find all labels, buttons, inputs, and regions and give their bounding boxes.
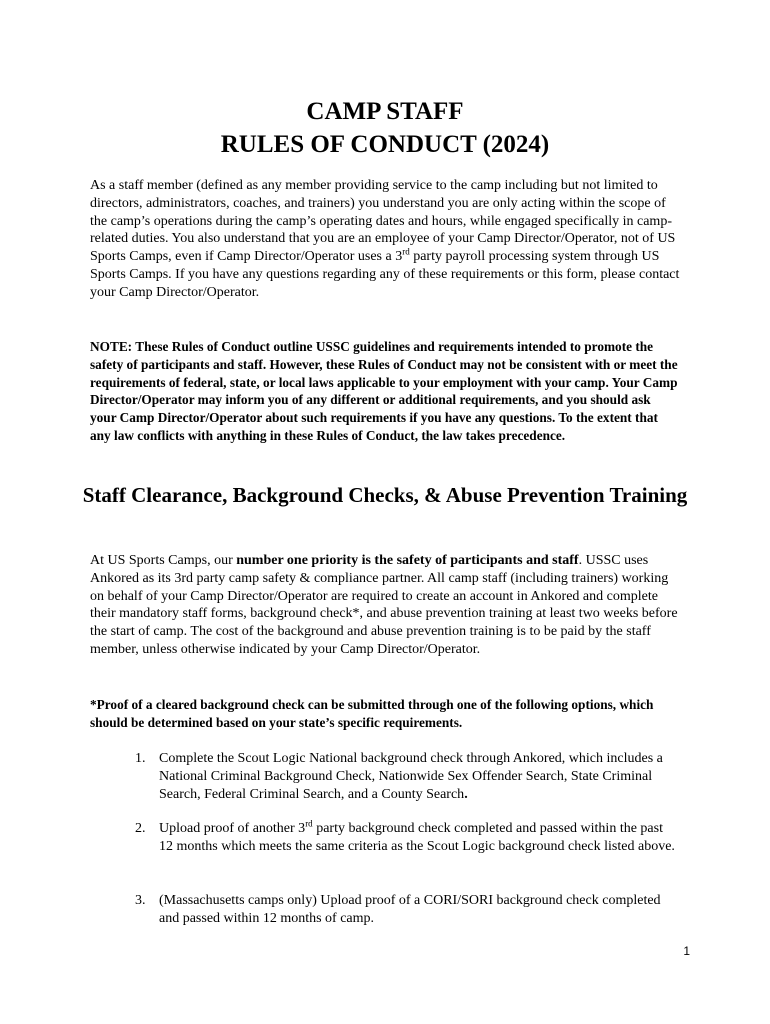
list-item-superscript: rd: [305, 818, 313, 829]
intro-text-1: As a staff member (defined as any member providing service to the camp including but not limited to directors, administrators, coaches, and trainers) you understand you are only acting within the scope of the camp’s operations during the camp’s operating dates and hours, while engaged specifically in camp-related duties. You also understand that you are an employee of your Camp Director/Operator, not of US Sports Camps, even if Camp Director/Operator uses a 3: [90, 178, 676, 265]
safety-text-rest: . USSC uses Ankored as its 3rd party camp safety & compliance partner. All camp staff (including trainers) working on behalf of your Camp Director/Operator are required to create an account in Ankored and complete their mandatory staff forms, background check*, and abuse prevention training at least two weeks before the start of camp. The cost of the background and abuse prevention training is to be paid by the staff member, unless otherwise indicated by your Camp Director/Operator.: [90, 553, 678, 657]
list-item: [135, 750, 680, 803]
page-title: [0, 95, 770, 161]
section-heading: Staff Clearance, Background Checks, & Abuse Prevention Training: [82, 483, 688, 507]
list-number: 3.: [135, 893, 146, 908]
title-line-1: CAMP STAFF: [306, 98, 464, 125]
list-item-text-post: party background check completed and passed within the past 12 months which meets the same criteria as the Scout Logic background check listed above.: [159, 821, 675, 854]
intro-paragraph: [90, 177, 680, 302]
page-number: 1: [683, 944, 690, 958]
list-number: 1.: [135, 751, 146, 766]
safety-paragraph: [90, 552, 680, 659]
intro-text-2: party payroll processing system through US Sports Camps. If you have any questions regarding any of these requirements or this form, please contact your Camp Director/Operator.: [90, 249, 680, 300]
proof-paragraph: *Proof of a cleared background check can be submitted through one of the following options, which should be determined based on your state’s specific requirements.: [90, 697, 654, 730]
safety-text-bold: number one priority is the safety of participants and staff: [236, 553, 579, 568]
list-item-end: .: [464, 786, 468, 802]
list-item-text-pre: Upload proof of another 3: [159, 821, 306, 836]
list-item: [135, 820, 680, 856]
list-item-text: (Massachusetts camps only) Upload proof of a CORI/SORI background check completed and passed within 12 months of camp.: [159, 893, 661, 926]
note-paragraph: NOTE: These Rules of Conduct outline USSC guidelines and requirements intended to promote the safety of participants and staff. However, these Rules of Conduct may not be consistent with or meet the requirements of federal, state, or local laws applicable to your employment with your camp. Your Camp Director/Operator may inform you of any different or additional requirements, and you should ask your Camp Director/Operator about such requirements if you have any questions. To the extent that any law conflicts with anything in these Rules of Conduct, the law takes precedence.: [90, 339, 678, 443]
intro-superscript: rd: [402, 246, 410, 257]
title-line-2: RULES OF CONDUCT (2024): [220, 131, 550, 158]
safety-text-start: At US Sports Camps, our: [90, 553, 237, 568]
list-item: [135, 892, 680, 928]
list-number: 2.: [135, 821, 146, 836]
list-item-text: Complete the Scout Logic National background check through Ankored, which includes a National Criminal Background Check, Nationwide Sex Offender Search, State Criminal Search, Federal Criminal Search, and a County Search: [159, 751, 663, 802]
